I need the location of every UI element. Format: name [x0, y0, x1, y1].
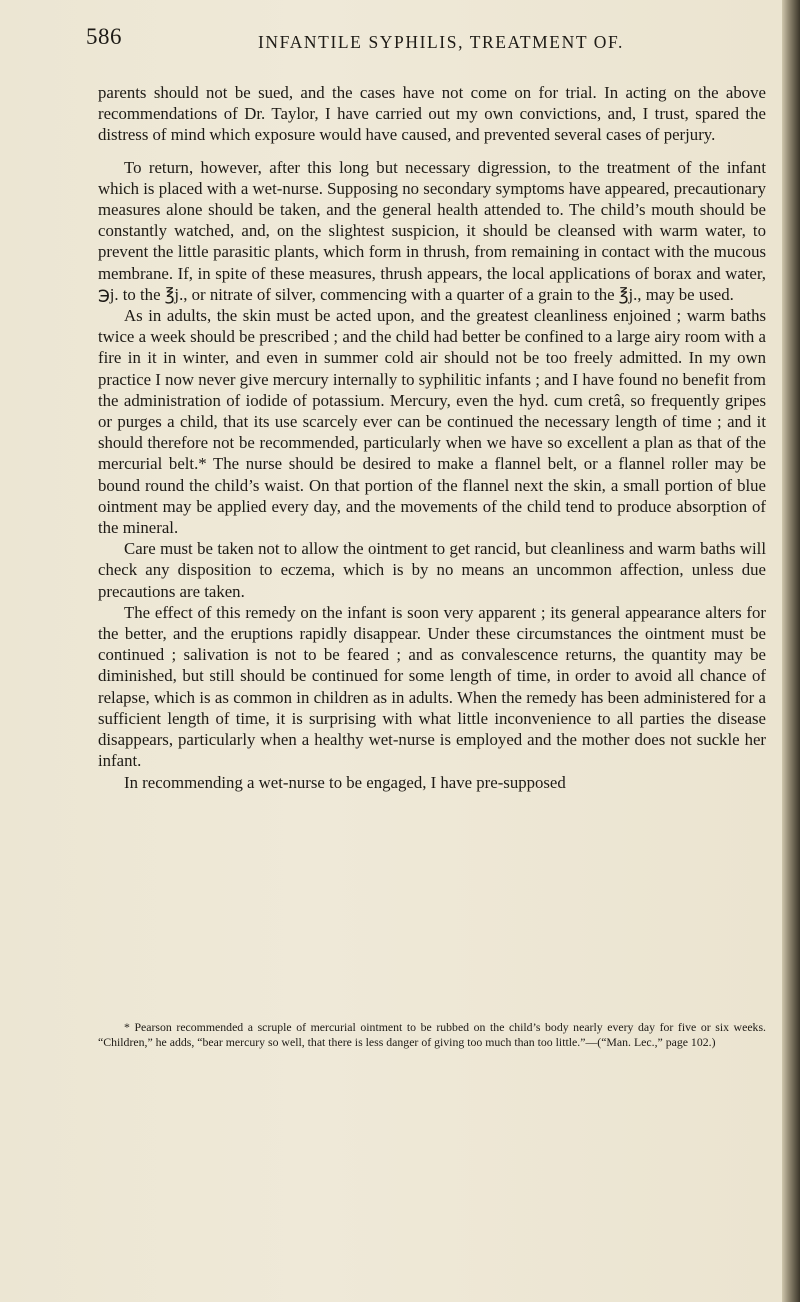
- paragraph-wet-nurse: In recommending a wet-nurse to be engaged, I have pre-supposed: [124, 772, 566, 792]
- page-number: 586: [86, 24, 122, 49]
- paragraph-effect: The effect of this remedy on the infant is soon very apparent ; its general appearance alters for the better, and the eruptions rapidly disappear. Under these circumstances the ointment must be continued ; salivation is not to be feared ; and as convalescence returns, the quantity may be diminished, but still should be continued for some length of time, in order to avoid all chance of relapse, which is as common in children as in adults. When the remedy has been administered for a sufficient length of time, it is surprising with what little inconvenience to all parties the disease disappears, particularly when a healthy wet-nurse is employed and the mother does not suckle her infant.: [98, 602, 766, 771]
- running-head: INFANTILE SYPHILIS, TREATMENT OF.: [258, 32, 624, 52]
- page-header: [0, 24, 782, 64]
- paragraph-treatment: To return, however, after this long but necessary digression, to the treatment of the infant which is placed with a wet-nurse. Supposing no secondary symptoms have appeared, precautionary measures alone should be taken, and the general health attended to. The child’s mouth should be constantly watched, and, on the slightest suspicion, it should be cleansed with warm water, to prevent the little parasitic plants, which form in thrush, from remaining in contact with the mucous membrane. If, in spite of these measures, thrush appears, the local applications of borax and water, ℈j. to the ℥j., or nitrate of silver, commencing with a quarter of a grain to the ℥j., may be used.: [98, 157, 766, 304]
- paragraph-ointment-care: Care must be taken not to allow the ointment to get rancid, but cleanliness and warm baths will check any disposition to eczema, which is by no means an uncommon affection, unless due precautions are taken.: [98, 539, 766, 601]
- body-text: [98, 82, 766, 793]
- footnote: * Pearson recommended a scruple of mercurial ointment to be rubbed on the child’s body nearly every day for five or six weeks. “Children,” he adds, “bear mercury so well, that there is less danger of giving too much than too little.”—(“Man. Lec.,” page 102.): [98, 1020, 766, 1050]
- paragraph-continuation: parents should not be sued, and the cases have not come on for trial. In acting on the above recommendations of Dr. Taylor, I have carried out my own convictions, and, I trust, spared the distress of mind which exposure would have caused, and prevented several cases of perjury.: [98, 83, 766, 145]
- page-edge-shadow: [782, 0, 800, 1302]
- paragraph-skin-care: As in adults, the skin must be acted upon, and the greatest cleanliness enjoined ; warm baths twice a week should be prescribed ; and the child had better be confined to a large airy room with a fire in it in winter, and even in summer cold air should not be too freely admitted. In my own practice I now never give mercury internally to syphilitic infants ; and I have found no benefit from the administration of iodide of potassium. Mercury, even the hyd. cum cretâ, so frequently gripes or purges a child, that its use scarcely ever can be continued the necessary length of time ; and it should therefore not be recommended, particularly when we have so excellent a plan as that of the mercurial belt.* The nurse should be desired to make a flannel belt, or a flannel roller may be bound round the child’s waist. On that portion of the flannel next the skin, a small portion of blue ointment may be applied every day, and the movements of the child tend to produce absorption of the mineral.: [98, 306, 766, 538]
